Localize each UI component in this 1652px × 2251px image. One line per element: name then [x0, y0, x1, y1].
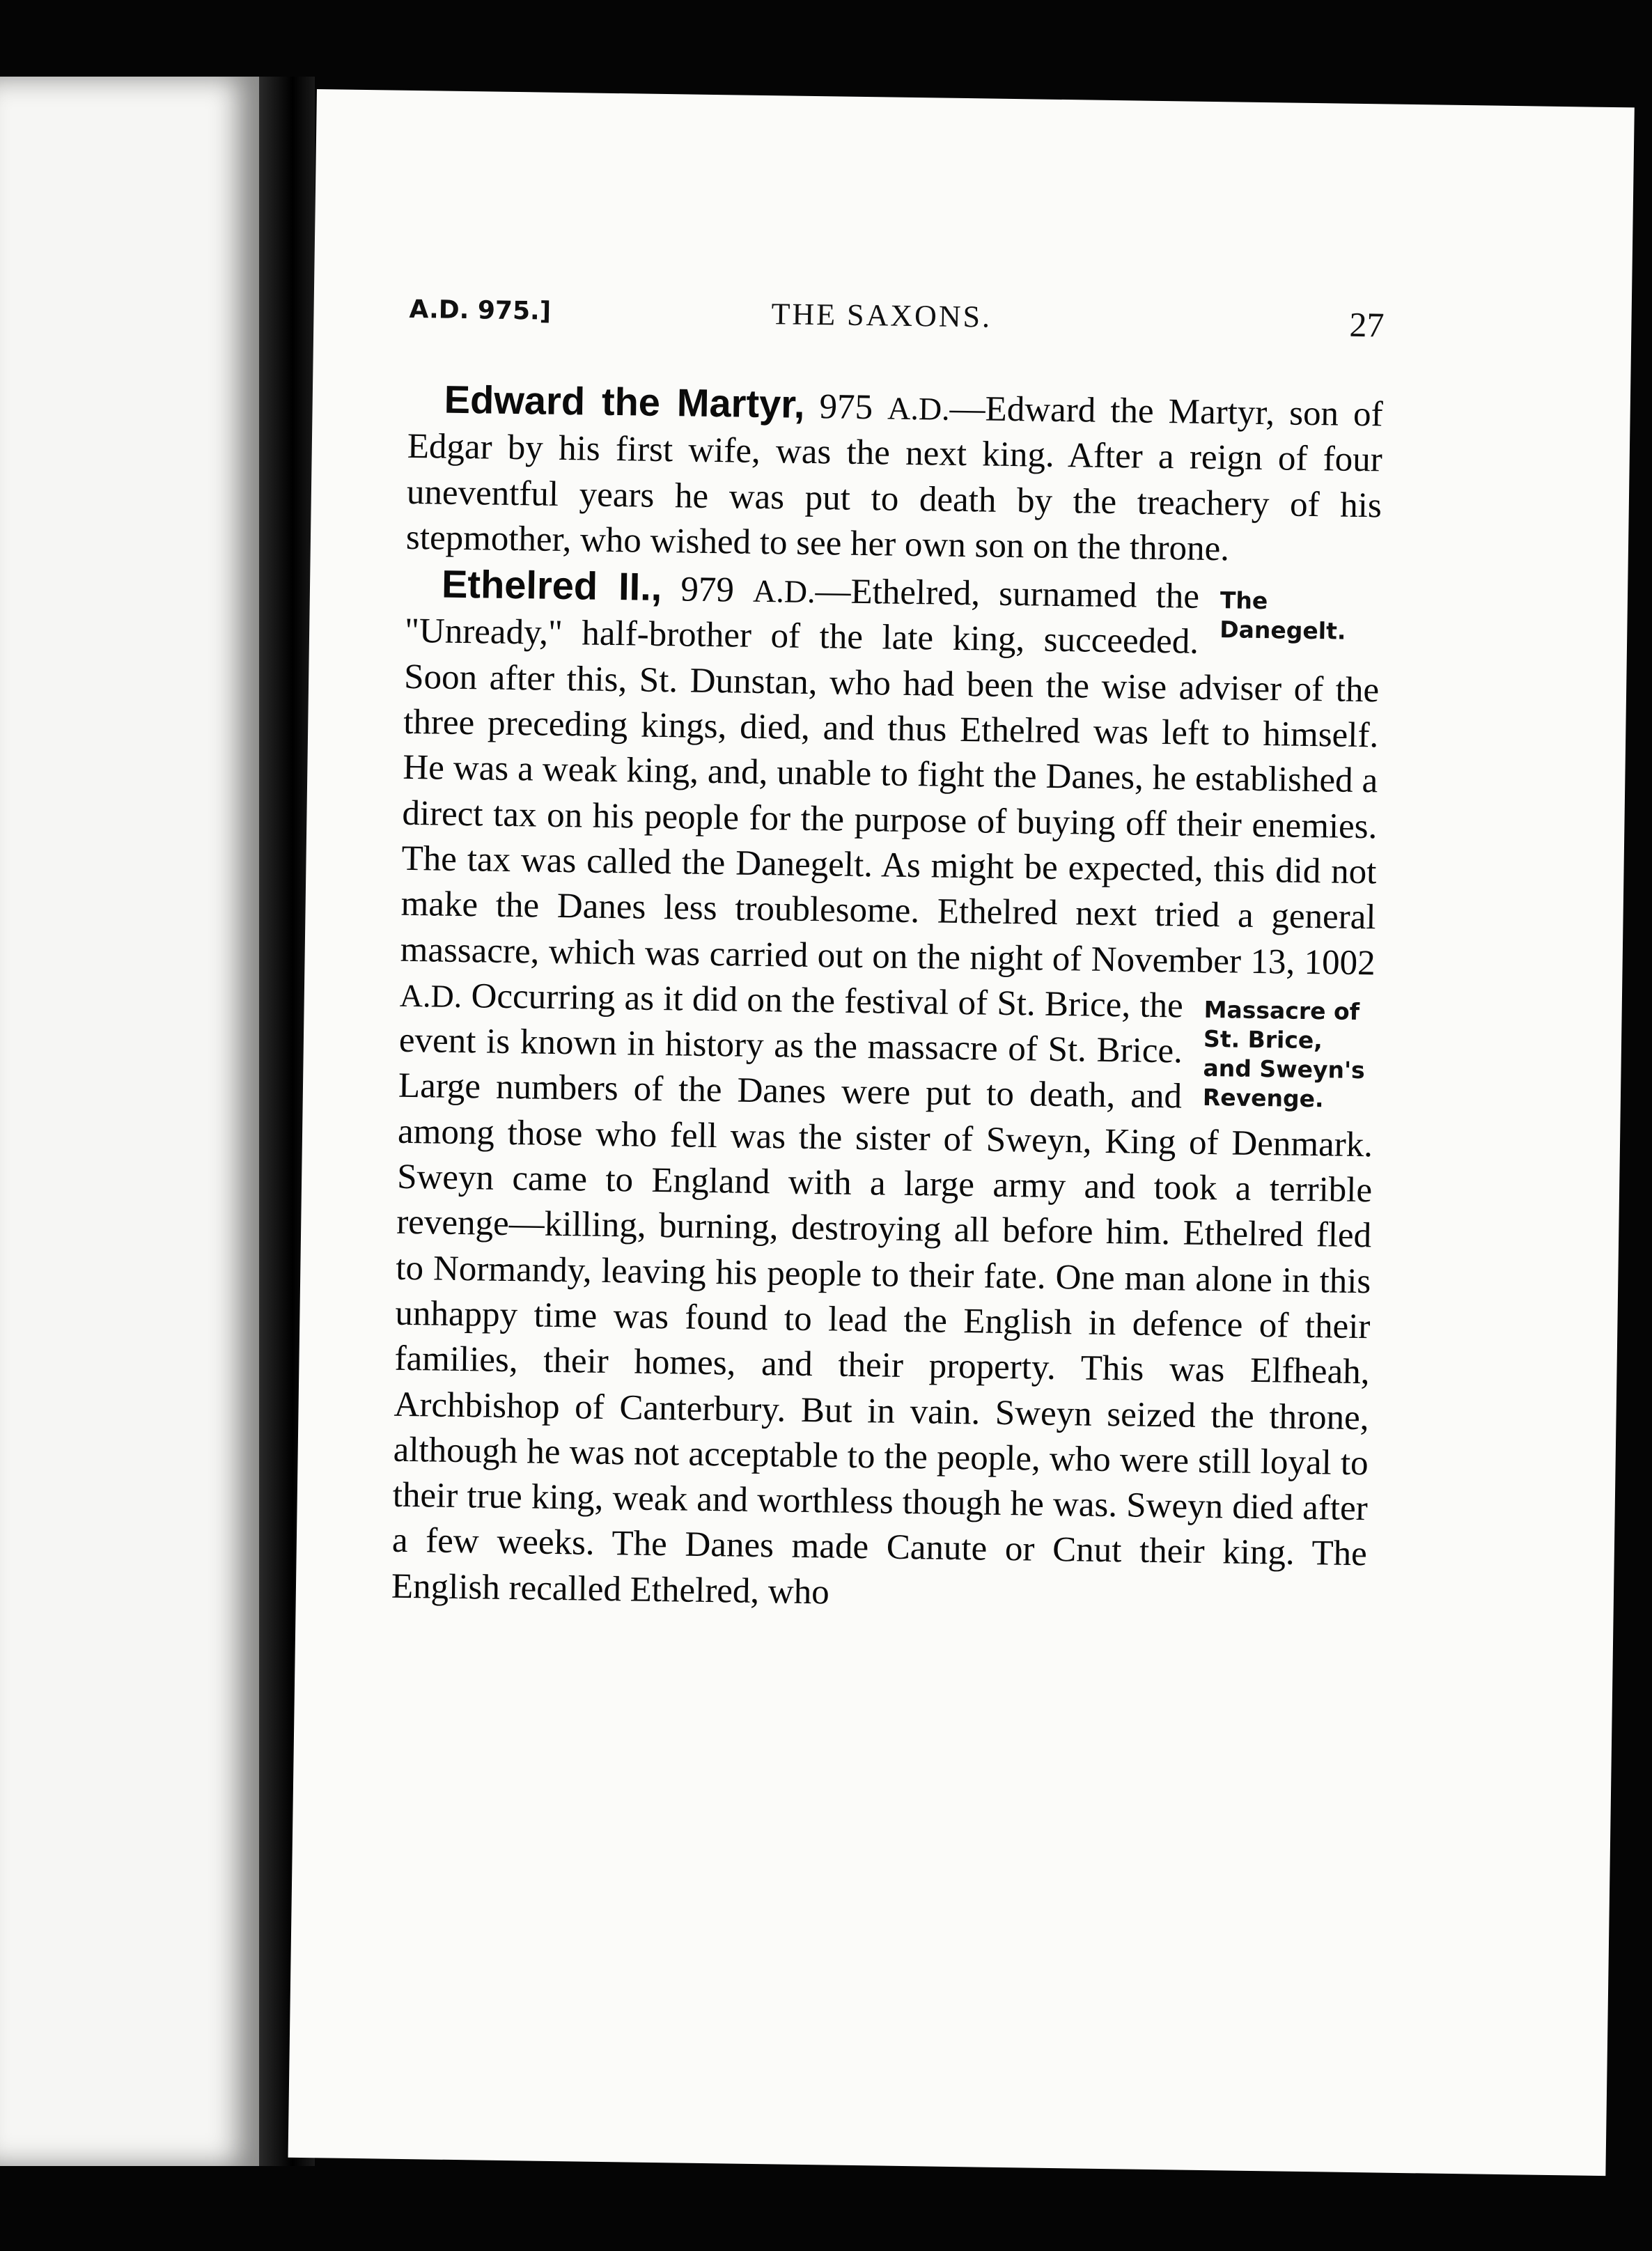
paragraph-ethelred-ii	[391, 561, 1381, 1623]
chapter-title: THE SAXONS.	[771, 297, 992, 334]
running-header	[409, 291, 1385, 347]
left-page	[0, 77, 259, 2166]
section-heading-edward: Edward the Martyr,	[444, 377, 805, 426]
section-date-edward: 975	[819, 387, 873, 428]
paragraph-text: Occurring as it did on the festival of St. Brice, the event is known in history as the massacre of St. Brice. Large numbers of the Danes were put to death, and among those who fell was the sister of Sweyn, King of Denmark. Sweyn came to England with a large army and took a terrible revenge—killing, burning, destroying all before him. Ethelred fled to Normandy, leaving his people to their fate. One man alone in this unhappy time was found to lead the English in defence of their families, their homes, and their property. This was Elfheah, Archbishop of Canterbury. But in vain. Sweyn seized the throne, although he was not acceptable to the people, who were still loyal to their true king, weak and worthless though he was. Sweyn died after a few weeks. The Danes made Canute or Cnut their king. The English recalled Ethelred, who	[391, 976, 1373, 1612]
section-heading-ethelred: Ethelred II.,	[441, 561, 662, 609]
right-page	[288, 89, 1635, 2176]
header-date: A.D. 975.]	[409, 295, 552, 326]
paragraph-text: —Ethelred, surnamed the "Unready," half-brother of the late king, succeeded. Soon after this, St. Dunstan, who had been the wise adviser of the three preceding kings, died, and thus Ethelred was left to himself. He was a weak king, and, unable to fight the Danes, he established a direct tax on his people for the purpose of buying off their enemies. The tax was called the Danegelt. As might be expected, this did not make the Danes less troublesome. Ethelred next tried a general massacre, which was carried out on the night of November 13, 1002	[400, 572, 1380, 983]
body-text	[391, 376, 1384, 1623]
margin-note-danegelt: The Danegelt.	[1219, 586, 1346, 645]
page-number: 27	[1349, 304, 1385, 345]
paragraph-edward-the-martyr	[406, 376, 1384, 575]
paragraph-text: —Edward the Martyr, son of Edgar by his first wife, was the next king. After a reign of four uneventful years he was put to death by the treachery of his stepmother, who wished to see her own son on the throne.	[405, 389, 1384, 569]
section-date-ethelred: 979	[680, 570, 735, 610]
era-label: A.D.	[752, 573, 816, 610]
era-label: A.D.	[887, 390, 951, 427]
margin-note-massacre: Massacre of St. Brice, and Sweyn's Revenge.	[1202, 995, 1366, 1113]
era-label: A.D.	[399, 977, 462, 1014]
